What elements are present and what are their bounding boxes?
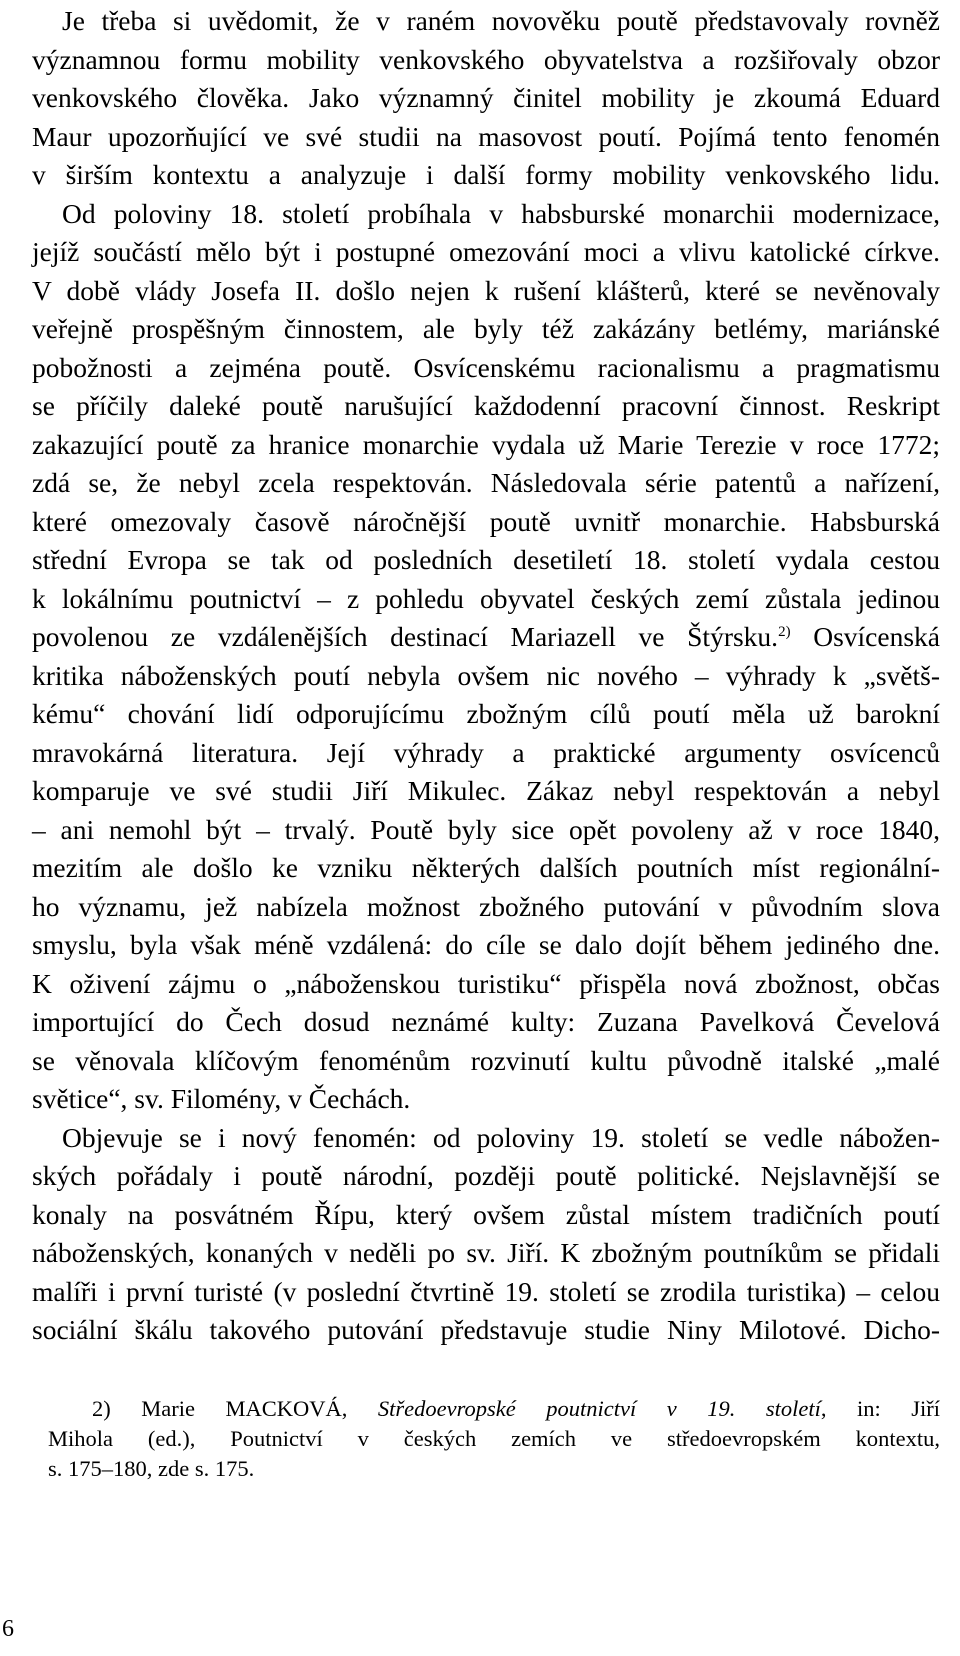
body-line-text: Je třeba si uvědomit, že v raném novověku poutě představovaly rovněž <box>62 5 940 36</box>
body-line <box>32 1157 940 1196</box>
body-line <box>32 41 940 80</box>
body-line <box>32 310 940 349</box>
body-line-text: importující do Čech dosud neznámé kulty: Zuzana Pavelková Čevelová <box>32 1006 940 1037</box>
body-line <box>32 195 940 234</box>
body-line <box>32 272 940 311</box>
body-line-text: Od poloviny 18. století probíhala v habsburské monarchii modernizace, <box>62 197 940 229</box>
body-line-text: komparuje ve své studii Jiří Mikulec. Zákaz nebyl respektován a nebyl <box>32 775 940 806</box>
body-line-text: venkovského člověka. Jako významný činitel mobility je zkoumá Eduard <box>32 82 940 113</box>
body-line-text: sociální škálu takového putování představuje studie Niny Milotové. Dicho- <box>32 1314 940 1345</box>
body-text <box>32 2 940 1350</box>
body-line-text: ských pořádaly i poutě národní, později poutě politické. Nejslavnější se <box>32 1160 940 1191</box>
body-line <box>32 1273 940 1312</box>
body-line-text: náboženských, konaných v neděli po sv. Jiří. K zbožným poutníkům se přidali <box>32 1237 940 1268</box>
footnote-rest: , in: Jiří <box>820 1396 940 1421</box>
body-line <box>32 426 940 465</box>
body-line <box>32 1196 940 1235</box>
body-line <box>32 233 940 272</box>
body-line-text: střední Evropa se tak od posledních desetiletí 18. století vydala cestou <box>32 544 940 575</box>
footnote <box>48 1394 940 1484</box>
footnote-line-2: Mihola (ed.), Poutnictví v českých zemích ve středoevropském kontextu, <box>48 1426 940 1451</box>
body-line <box>32 79 940 118</box>
body-line-text: světice“, sv. Filomény, v Čechách. <box>32 1083 411 1114</box>
body-line-text: malíři i první turisté (v poslední čtvrtině 19. století se zrodila turistika) – celou <box>32 1275 940 1307</box>
body-line-text: se věnovala klíčovým fenoménům rozvinutí kultu původně italské „malé <box>32 1044 940 1076</box>
body-line-text: Maur upozorňující ve své studii na masovost poutí. Pojímá tento fenomén <box>32 120 940 152</box>
body-line <box>32 156 940 195</box>
body-line-text: smyslu, byla však méně vzdálená: do cíle se dalo dojít během jediného dne. <box>32 929 940 960</box>
body-line <box>32 695 940 734</box>
body-line-text: zakazující poutě za hranice monarchie vydala už Marie Terezie v roce 1772; <box>32 428 940 460</box>
body-line <box>32 580 940 619</box>
body-line <box>32 772 940 811</box>
body-line <box>32 965 940 1004</box>
body-line-text: které omezovaly časově náročnější poutě uvnitř monarchie. Habsburská <box>32 505 940 537</box>
body-line-text: k lokálnímu poutnictví – z pohledu obyvatel českých zemí zůstala jedinou <box>32 582 940 614</box>
footnote-number: 2) <box>92 1396 111 1421</box>
body-line <box>32 618 940 657</box>
body-line <box>32 349 940 388</box>
body-line-text: významnou formu mobility venkovského obyvatelstva a rozšiřovaly obzor <box>32 43 940 75</box>
footnote-title: Středoevropské poutnictví v 19. století <box>377 1396 821 1421</box>
body-line <box>32 888 940 927</box>
body-line-text: zdá se, že nebyl zcela respektován. Následovala série patentů a nařízení, <box>32 467 940 498</box>
body-line <box>32 1080 940 1119</box>
body-line <box>32 849 940 888</box>
body-line-text: V době vlády Josefa II. došlo nejen k rušení klášterů, které se nevěnovaly <box>32 274 940 306</box>
body-line <box>32 503 940 542</box>
body-line <box>32 464 940 503</box>
body-line <box>32 1042 940 1081</box>
body-line-text: povolenou ze vzdálenějších destinací Mariazell ve Štýrsku. <box>32 621 779 652</box>
body-line-text: – ani nemohl být – trvalý. Poutě byly sice opět povoleny až v roce 1840, <box>32 813 940 845</box>
body-line-text: jejíž součástí mělo být i postupné omezování moci a vlivu katolické církve. <box>32 236 940 267</box>
body-line <box>32 1234 940 1273</box>
body-line-text: ho významu, jež nabízela možnost zbožného putování v původním slova <box>32 890 940 922</box>
footnote-reference: 2) <box>778 624 791 640</box>
body-line-text: Objevuje se i nový fenomén: od poloviny 19. století se vedle nábožen- <box>62 1121 940 1153</box>
body-line <box>32 811 940 850</box>
body-line-text: se příčily daleké poutě narušující každodenní pracovní činnost. Reskript <box>32 390 940 421</box>
body-line-text: mravokárná literatura. Její výhrady a praktické argumenty osvícenců <box>32 736 940 768</box>
body-line <box>32 2 940 41</box>
footnote-author: Marie MACKOVÁ, <box>141 1396 348 1421</box>
footnote-line-3: s. 175–180, zde s. 175. <box>48 1456 255 1481</box>
body-line <box>32 387 940 426</box>
body-line <box>32 118 940 157</box>
body-line <box>32 926 940 965</box>
body-line-text: mezitím ale došlo ke vzniku některých dalších poutních míst regionální- <box>32 852 940 883</box>
body-line-text: pobožnosti a zejména poutě. Osvícenskému racionalismu a pragmatismu <box>32 351 940 383</box>
body-line-text: v širším kontextu a analyzuje i další formy mobility venkovského lidu. <box>32 159 940 190</box>
page-number: 6 <box>2 1616 14 1642</box>
body-line-text: kému“ chování lidí odporujícímu zbožným cílů poutí měla už barokní <box>32 698 940 729</box>
body-line <box>32 1119 940 1158</box>
body-line-text-after: Osvícenská <box>790 621 940 652</box>
body-line <box>32 1003 940 1042</box>
body-line-text: veřejně prospěšným činnostem, ale byly též zakázány betlémy, mariánské <box>32 313 940 344</box>
body-line <box>32 541 940 580</box>
body-line-text: K oživení zájmu o „náboženskou turistiku“ přispěla nová zbožnost, občas <box>32 967 940 999</box>
body-line-text: konaly na posvátném Řípu, který ovšem zůstal místem tradičních poutí <box>32 1198 940 1230</box>
body-line-text: kritika náboženských poutí nebyla ovšem nic nového – výhrady k „světš- <box>32 659 940 691</box>
footnote-line-1 <box>48 1394 940 1424</box>
body-line <box>32 1311 940 1350</box>
body-line <box>32 734 940 773</box>
body-line <box>32 657 940 696</box>
